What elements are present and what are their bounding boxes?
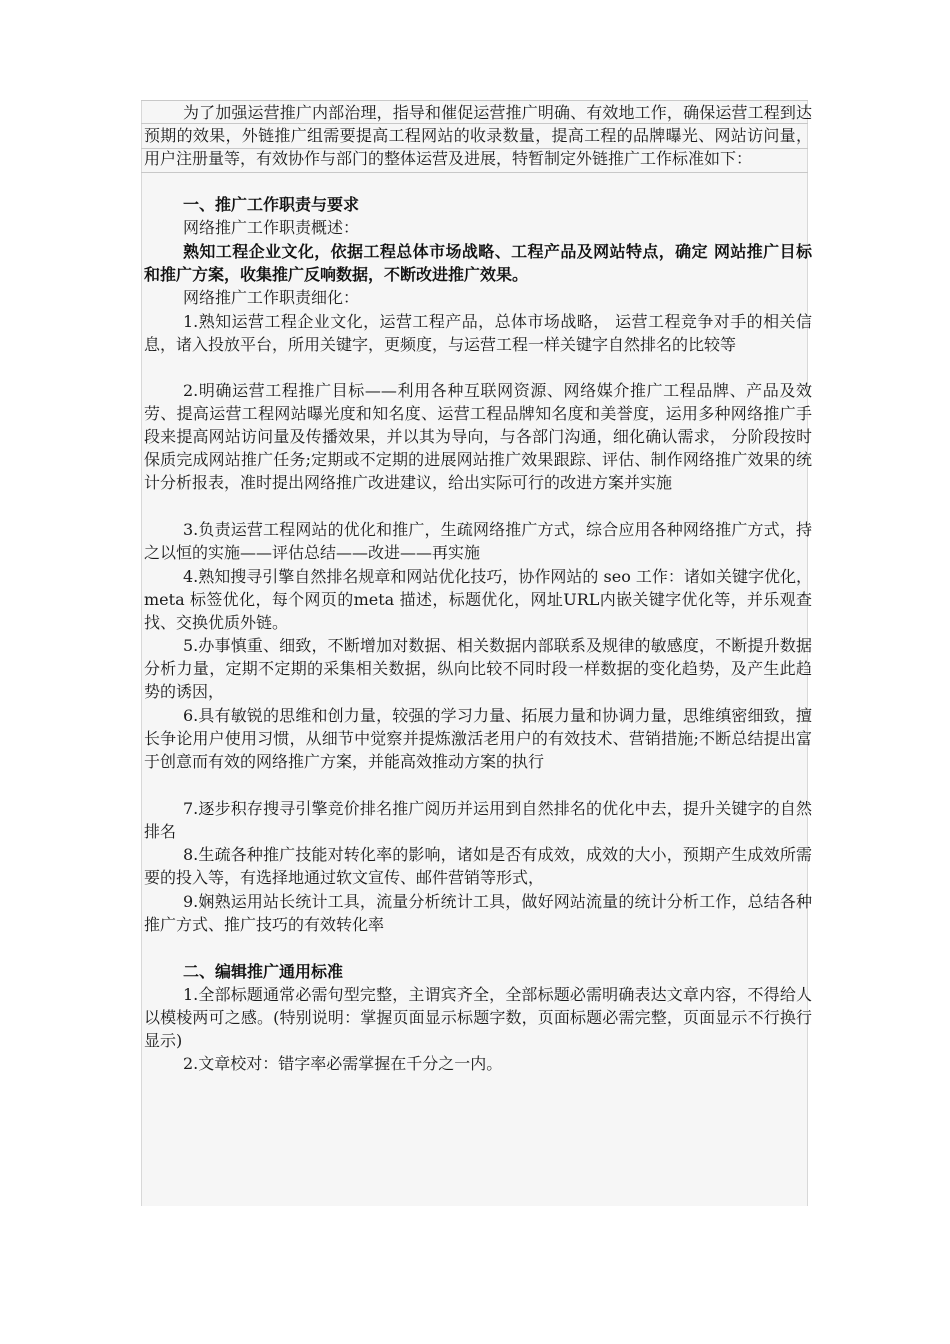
table-rule bbox=[141, 172, 808, 173]
duty-item-7: 7.逐步积存搜寻引擎竞价排名推广阅历并运用到自然排名的优化中去，提升关键字的自然排名 bbox=[144, 799, 812, 841]
overview-bold-paragraph: 熟知工程企业文化，依据工程总体市场战略、工程产品及网站特点，确定 网站推广目标和推广方案，收集推广反响数据，不断改进推广效果。 bbox=[144, 242, 812, 284]
overview-label: 网络推广工作职责概述： bbox=[183, 218, 360, 237]
detail-label: 网络推广工作职责细化： bbox=[183, 288, 360, 307]
duty-item-6: 6.具有敏锐的思维和创力量，较强的学习力量、拓展力量和协调力量，思维缜密细致，擅长争论用户使用习惯，从细节中觉察并提炼激活老用户的有效技术、营销措施;不断总结提出富于创意而有效的网络推广方案，并能高效推动方案的执行 bbox=[144, 706, 812, 771]
duty-item-1: 1.熟知运营工程企业文化，运营工程产品，总体市场战略， 运营工程竞争对手的相关信息，诸入投放平台，所用关键字，更频度，与运营工程一样关键字自然排名的比较等 bbox=[144, 312, 812, 354]
duty-item-2: 2.明确运营工程推广目标——利用各种互联网资源、网络媒介推广工程品牌、产品及效劳、提高运营工程网站曝光度和知名度、运营工程品牌知名度和美誉度，运用多种网络推广手段来提高网站访问量及传播效果，并以其为导向，与各部门沟通，细化确认需求， 分阶段按时保质完成网站推广任务;定期或不定期的进展网站推广效果跟踪、评估、制作网络推广效果的统计分析报表，准时提出网络推广改进建议，给出实际可行的改进方案并实施 bbox=[144, 381, 812, 492]
duty-item-9: 9.娴熟运用站长统计工具，流量分析统计工具，做好网站流量的统计分析工作，总结各种推广方式、推广技巧的有效转化率 bbox=[144, 892, 812, 934]
standard-item-2: 2.文章校对：错字率必需掌握在千分之一内。 bbox=[183, 1054, 503, 1073]
intro-paragraph: 为了加强运营推广内部治理，指导和催促运营推广明确、有效地工作，确保运营工程到达预期的效果，外链推广组需要提高工程网站的收录数量，提高工程的品牌曝光、网站访问量，用户注册量等，有效协作与部门的整体运营及进展，特暂制定外链推广工作标准如下： bbox=[144, 103, 812, 168]
duty-item-3: 3.负责运营工程网站的优化和推广，生疏网络推广方式，综合应用各种网络推广方式，持之以恒的实施——评估总结——改进——再实施 bbox=[144, 520, 812, 562]
section-heading-1: 一、推广工作职责与要求 bbox=[183, 195, 360, 214]
section-heading-2: 二、编辑推广通用标准 bbox=[183, 962, 344, 981]
standard-item-1: 1.全部标题通常必需句型完整，主谓宾齐全，全部标题必需明确表达文章内容，不得给人以模棱两可之感。(特别说明：掌握页面显示标题字数，页面标题必需完整，页面显示不行换行显示) bbox=[144, 985, 812, 1050]
duty-item-5: 5.办事慎重、细致，不断增加对数据、相关数据内部联系及规律的敏感度，不断提升数据分析力量，定期不定期的采集相关数据，纵向比较不同时段一样数据的变化趋势，及产生此趋势的诱因， bbox=[144, 636, 812, 701]
duty-item-8: 8.生疏各种推广技能对转化率的影响，诸如是否有成效，成效的大小，预期产生成效所需要的投入等，有选择地通过软文宣传、邮件营销等形式， bbox=[144, 845, 812, 887]
duty-item-4: 4.熟知搜寻引擎自然排名规章和网站优化技巧，协作网站的 seo 工作：诸如关键字优化，meta 标签优化，每个网页的meta 描述，标题优化，网址URL内嵌关键字优化等，并乐观查找、交换优质外链。 bbox=[144, 567, 812, 632]
